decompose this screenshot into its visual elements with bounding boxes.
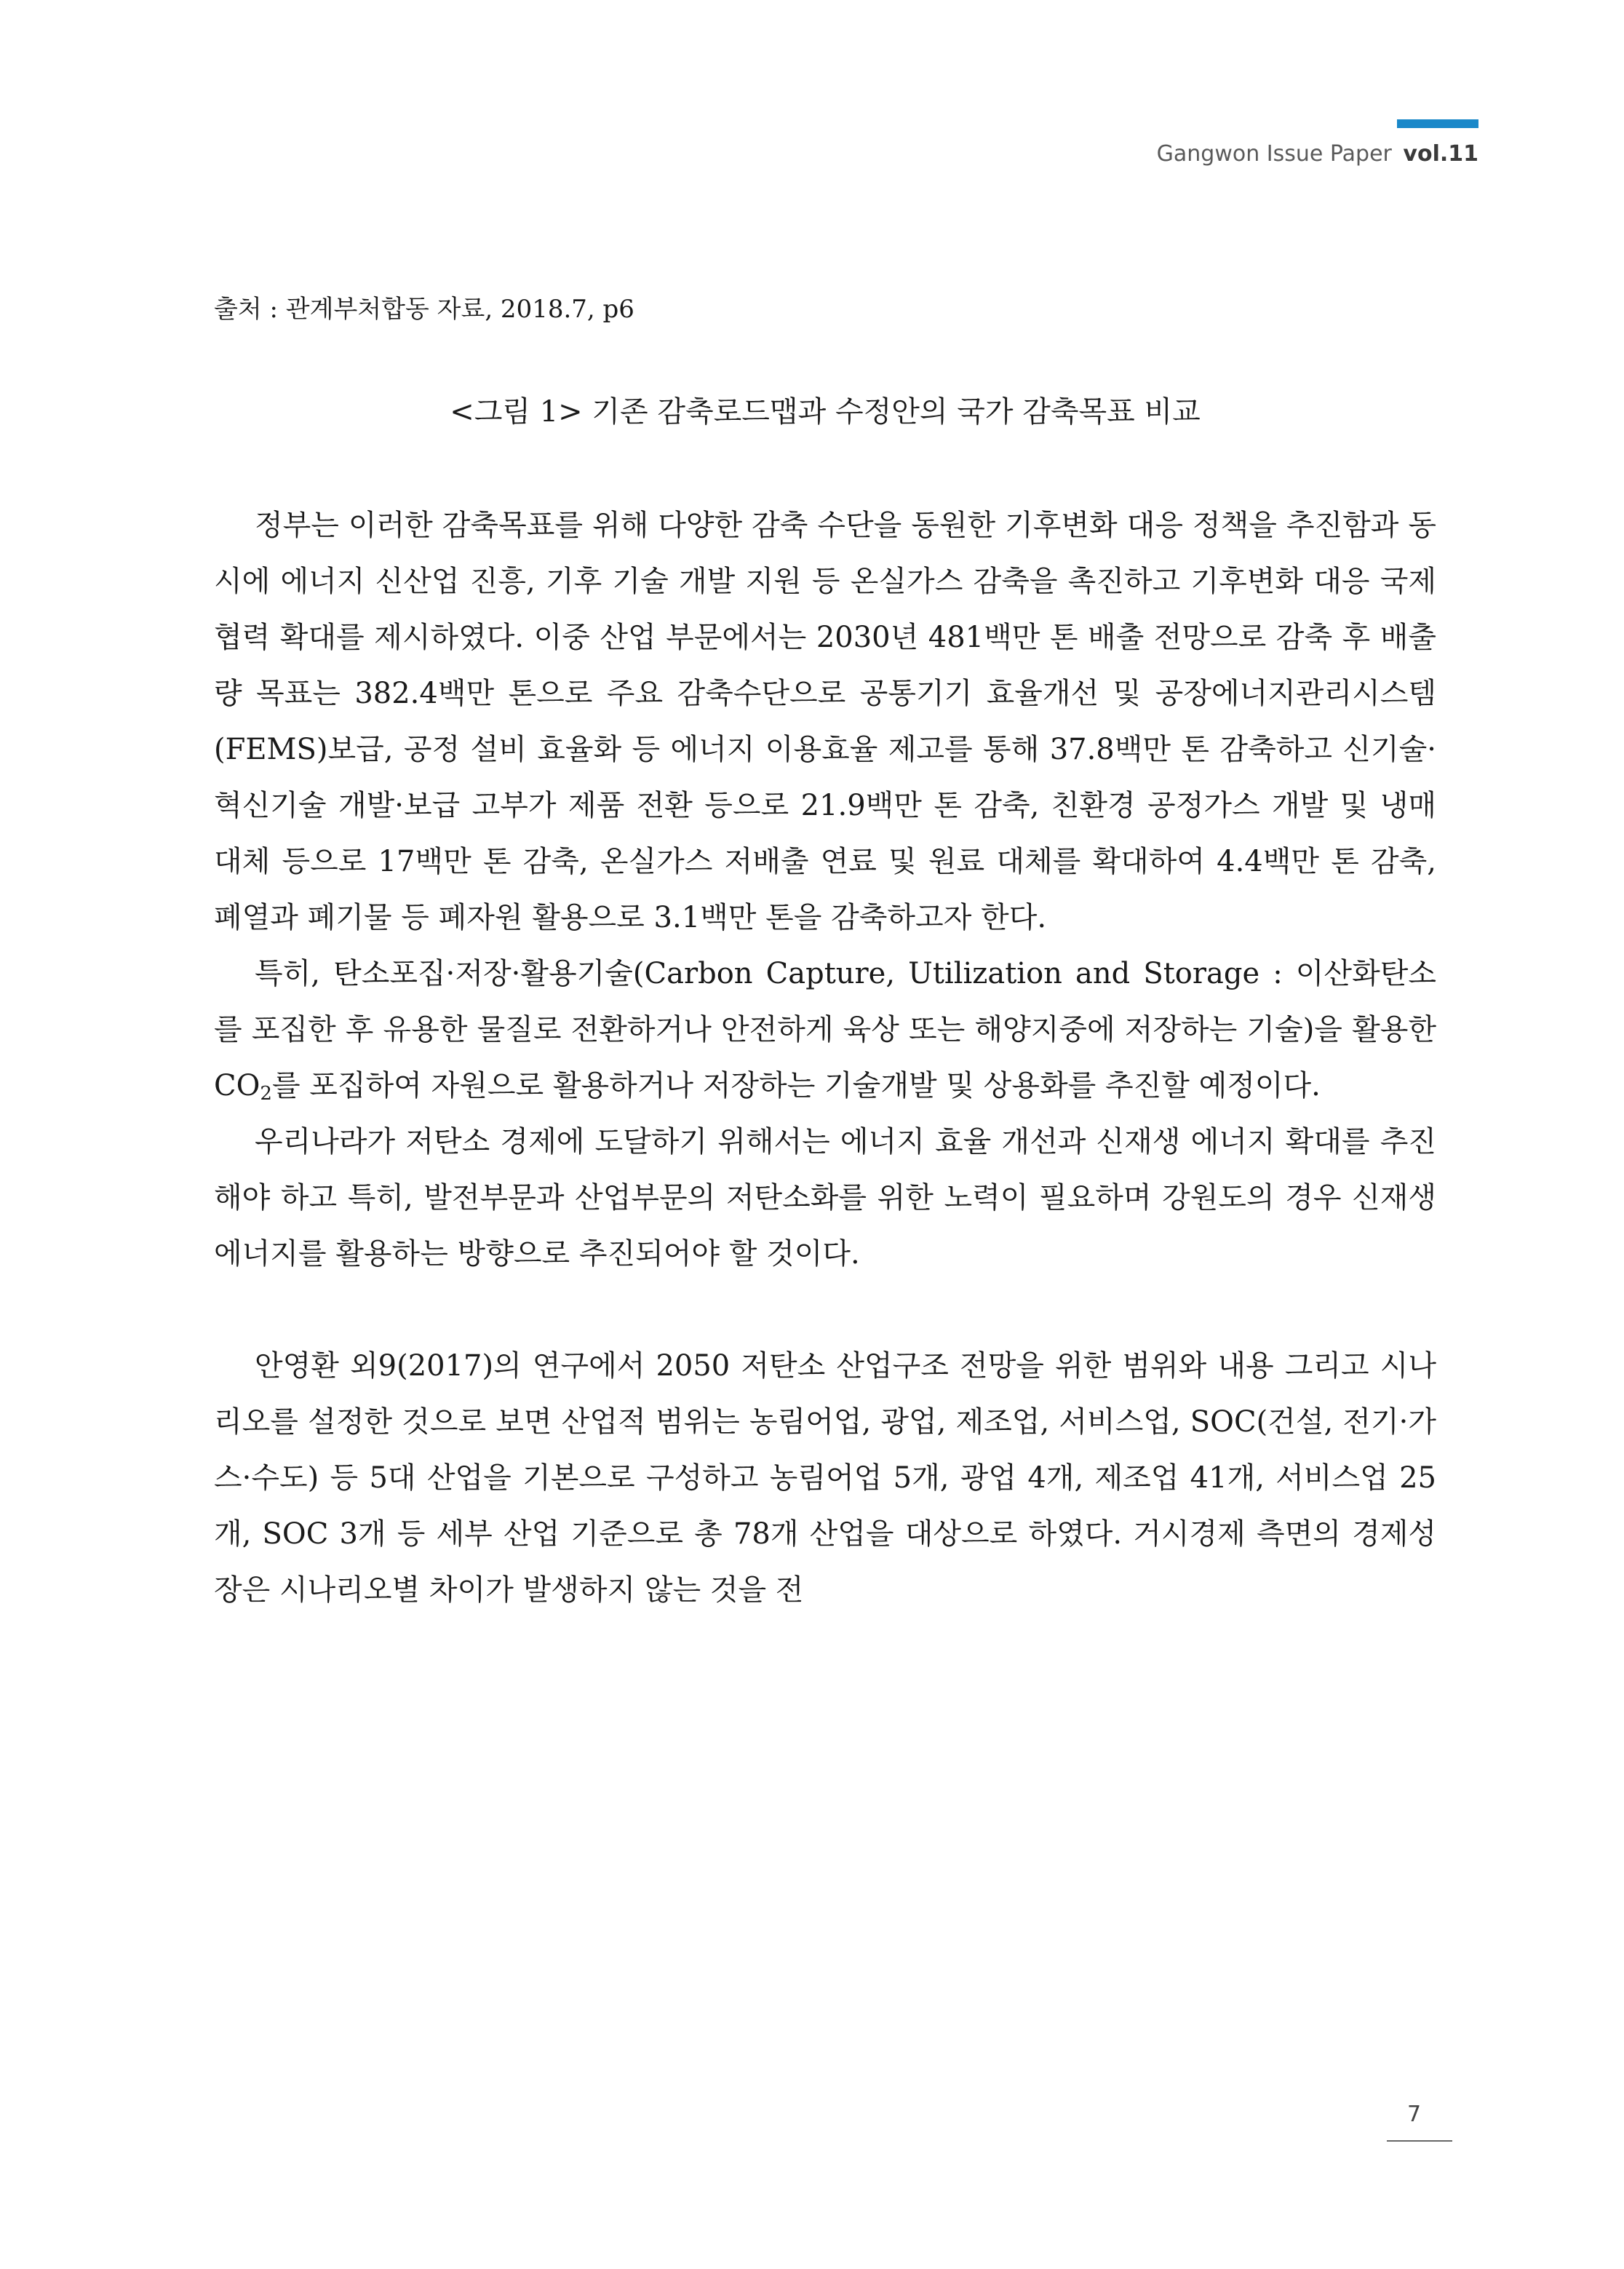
paragraph-2050-industry-structure: 안영환 외9(2017)의 연구에서 2050 저탄소 산업구조 전망을 위한 범위와 내용 그리고 시나리오를 설정한 것으로 보면 산업적 범위는 농림어업, 광업, 제조업, 서비스업, SOC(건설, 전기·가스·수도) 등 5대 산업을 기본으로 구성하고 농림어업 5개, 광업 4개, 제조업 41개, 서비스업 25개, SOC 3개 등 세부 산업 기준으로 총 78개 산업을 대상으로 하였다. 거시경제 측면의 경제성장은 시나리오별 차이가 발생하지 않는 것을 전: [214, 1349, 1436, 1607]
paragraph-low-carbon-economy: 우리나라가 저탄소 경제에 도달하기 위해서는 에너지 효율 개선과 신재생 에너지 확대를 추진해야 하고 특히, 발전부문과 산업부문의 저탄소화를 위한 노력이 필요하며 강원도의 경우 신재생에너지를 활용하는 방향으로 추진되어야 할 것이다.: [214, 1125, 1436, 1271]
co2-subscript: 2: [260, 1083, 272, 1105]
paragraph-ccus: [214, 946, 1436, 1114]
volume-label: vol.11: [1403, 141, 1478, 167]
ccus-text-before: 특히, 탄소포집·저장·활용기술(Carbon Capture, Utilization and Storage : 이산화탄소를 포집한 후 유용한 물질로 전환하거나 안전하게 육상 또는 해양지중에 저장하는 기술)을 활용한 CO: [214, 957, 1436, 1102]
header-accent-bar: [1397, 119, 1478, 128]
page-number: 7: [1407, 2102, 1422, 2127]
running-header: [1157, 141, 1478, 167]
figure-caption: <그림 1> 기존 감축로드맵과 수정안의 국가 감축목표 비교: [450, 395, 1201, 429]
body-content: [214, 291, 1436, 1618]
ccus-text-after: 를 포집하여 자원으로 활용하거나 저장하는 기술개발 및 상용화를 추진할 예정이다.: [271, 1069, 1321, 1102]
figure-source: 출처 : 관계부처합동 자료, 2018.7, p6: [214, 295, 634, 324]
footer-rule: [1387, 2140, 1452, 2142]
publication-title: Gangwon Issue Paper: [1156, 141, 1392, 167]
paragraph-reduction-measures: 정부는 이러한 감축목표를 위해 다양한 감축 수단을 동원한 기후변화 대응 정책을 추진함과 동시에 에너지 신산업 진흥, 기후 기술 개발 지원 등 온실가스 감축을 촉진하고 기후변화 대응 국제협력 확대를 제시하였다. 이중 산업 부문에서는 2030년 481백만 톤 배출 전망으로 감축 후 배출량 목표는 382.4백만 톤으로 주요 감축수단으로 공통기기 효율개선 및 공장에너지관리시스템(FEMS)보급, 공정 설비 효율화 등 에너지 이용효율 제고를 통해 37.8백만 톤 감축하고 신기술·혁신기술 개발·보급 고부가 제품 전환 등으로 21.9백만 톤 감축, 친환경 공정가스 개발 및 냉매 대체 등으로 17백만 톤 감축, 온실가스 저배출 연료 및 원료 대체를 확대하여 4.4백만 톤 감축, 폐열과 폐기물 등 폐자원 활용으로 3.1백만 톤을 감축하고자 한다.: [214, 509, 1436, 934]
